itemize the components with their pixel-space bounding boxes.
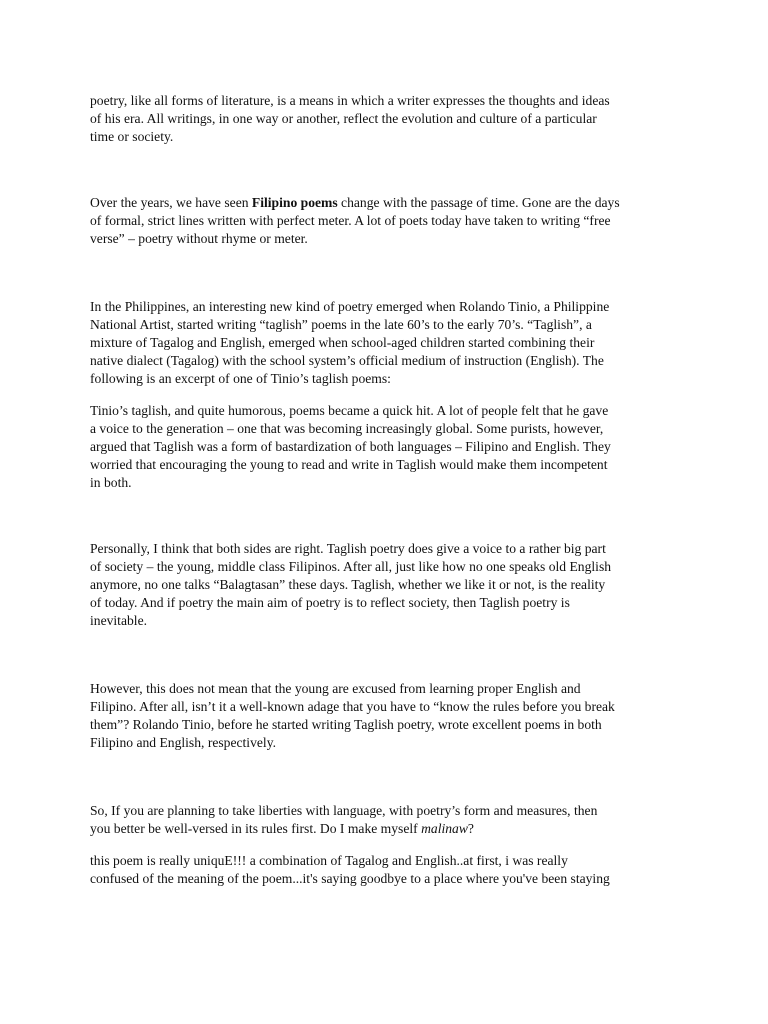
text-line [90, 194, 690, 212]
text-line: of his era. All writings, in one way or another, reflect the evolution and culture of a particular [90, 111, 597, 126]
paragraph-personally [90, 540, 690, 630]
paragraph-liberties [90, 802, 690, 838]
text-segment: Over the years, we have seen [90, 195, 252, 210]
text-line: native dialect (Tagalog) with the school system’s official medium of instruction (English). The [90, 353, 604, 368]
text-line: However, this does not mean that the young are excused from learning proper English and [90, 681, 581, 696]
italic-word-malinaw: malinaw [421, 821, 468, 836]
text-line: this poem is really uniquE!!! a combination of Tagalog and English..at first, i was really [90, 853, 568, 868]
text-line: Filipino. After all, isn’t it a well-known adage that you have to “know the rules before you break [90, 699, 615, 714]
text-line: anymore, no one talks “Balagtasan” these days. Taglish, whether we like it or not, is the reality [90, 577, 606, 592]
text-line: argued that Taglish was a form of bastardization of both languages – Filipino and English. They [90, 439, 611, 454]
text-segment: you better be well-versed in its rules first. Do I make myself [90, 821, 422, 836]
paragraph-filipino-poems [90, 194, 690, 248]
paragraph-poetry-intro [90, 92, 690, 146]
text-line: following is an excerpt of one of Tinio’s taglish poems: [90, 371, 391, 386]
text-line: So, If you are planning to take liberties with language, with poetry’s form and measures, then [90, 803, 598, 818]
text-line: of society – the young, middle class Filipinos. After all, just like how no one speaks old English [90, 559, 612, 574]
paragraph-tinio-taglish [90, 402, 690, 492]
text-line: confused of the meaning of the poem...it's saying goodbye to a place where you've been staying [90, 871, 610, 886]
text-line: verse” – poetry without rhyme or meter. [90, 231, 308, 246]
text-line: in both. [90, 475, 132, 490]
text-line [90, 820, 690, 838]
text-line: worried that encouraging the young to read and write in Taglish would make them incompetent [90, 457, 608, 472]
text-line: time or society. [90, 129, 174, 144]
text-line: of today. And if poetry the main aim of poetry is to reflect society, then Taglish poetry is [90, 595, 570, 610]
paragraph-philippines-taglish [90, 298, 690, 388]
text-line: inevitable. [90, 613, 147, 628]
text-line: In the Philippines, an interesting new kind of poetry emerged when Rolando Tinio, a Philippine [90, 299, 610, 314]
text-line: of formal, strict lines written with perfect meter. A lot of poets today have taken to writing “free [90, 213, 611, 228]
text-segment: ? [467, 821, 474, 836]
text-line: poetry, like all forms of literature, is a means in which a writer expresses the thoughts and ideas [90, 93, 610, 108]
text-line: Personally, I think that both sides are right. Taglish poetry does give a voice to a rather big part [90, 541, 606, 556]
text-segment: change with the passage of time. Gone are the days [337, 195, 620, 210]
text-line: them”? Rolando Tinio, before he started writing Taglish poetry, wrote excellent poems in both [90, 717, 602, 732]
bold-phrase-filipino-poems: Filipino poems [251, 195, 338, 210]
paragraph-comment [90, 852, 690, 888]
text-line: National Artist, started writing “taglish” poems in the late 60’s to the early 70’s. “Taglish”, a [90, 317, 592, 332]
text-line: Tinio’s taglish, and quite humorous, poems became a quick hit. A lot of people felt that he gave [90, 403, 609, 418]
paragraph-however [90, 680, 690, 752]
text-line: mixture of Tagalog and English, emerged when school-aged children started combining their [90, 335, 595, 350]
text-line: a voice to the generation – one that was becoming increasingly global. Some purists, however, [90, 421, 604, 436]
text-line: Filipino and English, respectively. [90, 735, 277, 750]
